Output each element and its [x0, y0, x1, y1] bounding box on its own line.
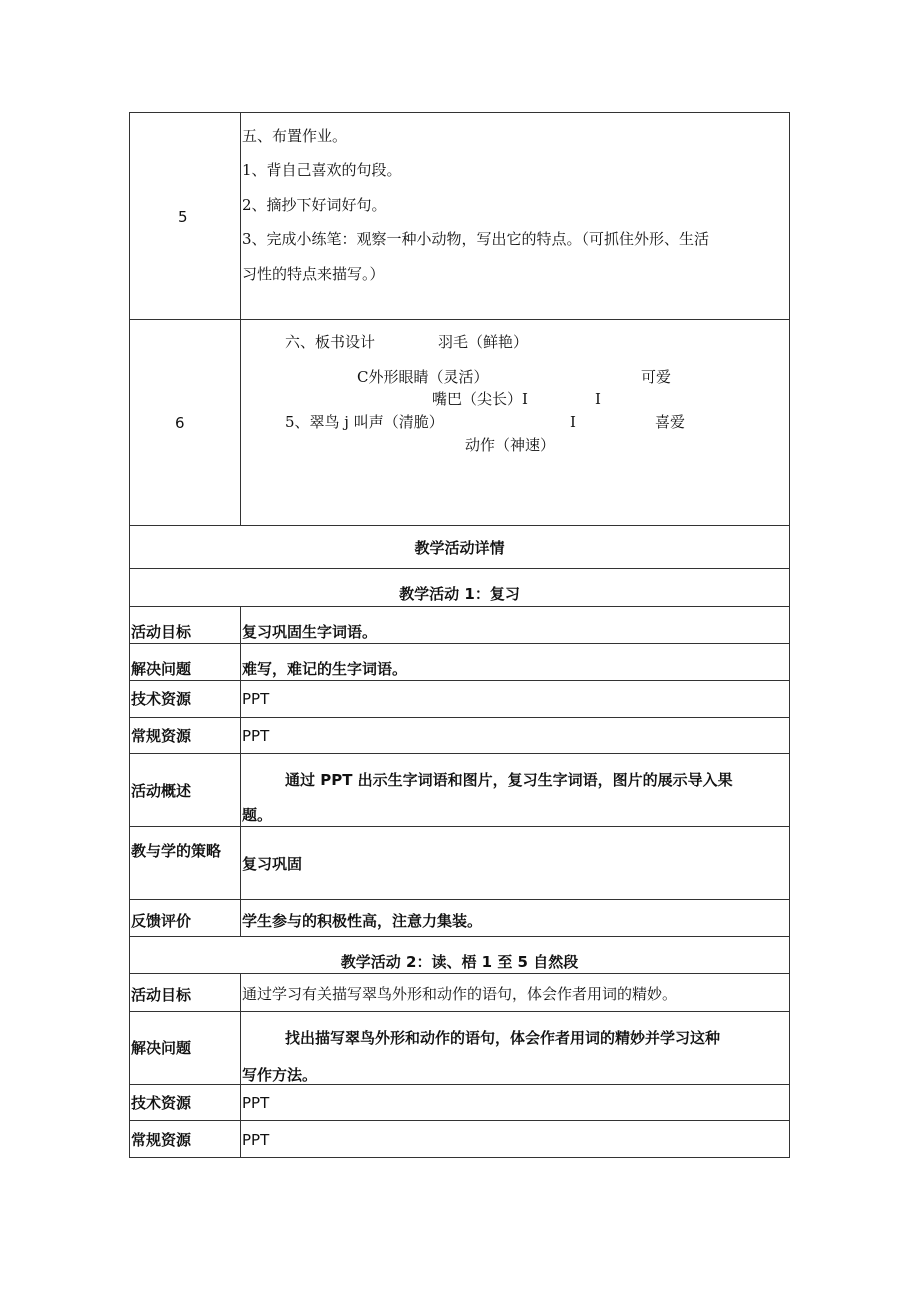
board-love: 喜爱 [655, 413, 686, 431]
a1-goal-value: 复习巩固生字词语。 [242, 623, 378, 641]
board-bar-2: I [570, 413, 576, 431]
a1-problem-label: 解决问题 [131, 660, 192, 678]
a1-tech-value: PPT [242, 690, 270, 708]
a1-overview-line1: 通过 PPT 出示生字词语和图片，复习生字词语，图片的展示导入果 [285, 771, 733, 789]
a1-strategy-value: 复习巩固 [242, 855, 303, 873]
board-title: 六、板书设计 [285, 333, 376, 351]
a2-tech-label: 技术资源 [131, 1094, 192, 1112]
row5-line5: 习性的特点来描写。） [242, 265, 385, 283]
a2-tech-value: PPT [242, 1094, 270, 1112]
board-cute: 可爱 [641, 368, 672, 386]
a2-regular-value: PPT [242, 1131, 270, 1149]
a2-problem-label: 解决问题 [131, 1039, 192, 1057]
a1-goal-label: 活动目标 [131, 623, 192, 641]
a2-goal-label: 活动目标 [131, 986, 192, 1004]
board-call: 5、翠鸟 j 叫声（清脆） [285, 413, 444, 431]
activity2-title: 教学活动 2：读、梧 1 至 5 自然段 [340, 953, 579, 971]
row5-line1: 五、布置作业。 [242, 127, 348, 145]
board-feather: 羽毛（鲜艳） [438, 333, 529, 351]
a1-regular-label: 常规资源 [131, 727, 192, 745]
row5-line2: 1、背自己喜欢的句段。 [242, 161, 402, 179]
board-eyes: C外形眼睛（灵活） [357, 368, 489, 386]
a2-goal-value: 通过学习有关描写翠鸟外形和动作的语句，体会作者用词的精妙。 [242, 985, 678, 1003]
row5-line4: 3、完成小练笔：观察一种小动物，写出它的特点。（可抓住外形、生活 [242, 230, 710, 248]
row5-number: 5 [178, 208, 188, 226]
a1-problem-value: 难写，难记的生字词语。 [242, 660, 408, 678]
a1-feedback-label: 反馈评价 [131, 912, 192, 930]
detail-title: 教学活动详情 [414, 539, 505, 557]
a1-tech-label: 技术资源 [131, 690, 192, 708]
a2-problem-line2: 写作方法。 [242, 1066, 318, 1084]
activity1-title: 教学活动 1：复习 [399, 585, 520, 603]
row5-line3: 2、摘抄下好词好句。 [242, 196, 387, 214]
a1-regular-value: PPT [242, 727, 270, 745]
row6-number: 6 [175, 414, 185, 432]
a1-strategy-label: 教与学的策略 [131, 842, 222, 860]
a2-regular-label: 常规资源 [131, 1131, 192, 1149]
a1-feedback-value: 学生参与的积极性高，注意力集装。 [242, 912, 483, 930]
board-beak: 嘴巴（尖长）I [432, 390, 528, 408]
a1-overview-line2: 题。 [242, 806, 273, 824]
a1-overview-label: 活动概述 [131, 782, 192, 800]
a2-problem-line1: 找出描写翠鸟外形和动作的语句，体会作者用词的精妙并学习这种 [285, 1029, 721, 1047]
board-bar-1: I [595, 390, 601, 408]
board-action: 动作（神速） [465, 436, 556, 454]
